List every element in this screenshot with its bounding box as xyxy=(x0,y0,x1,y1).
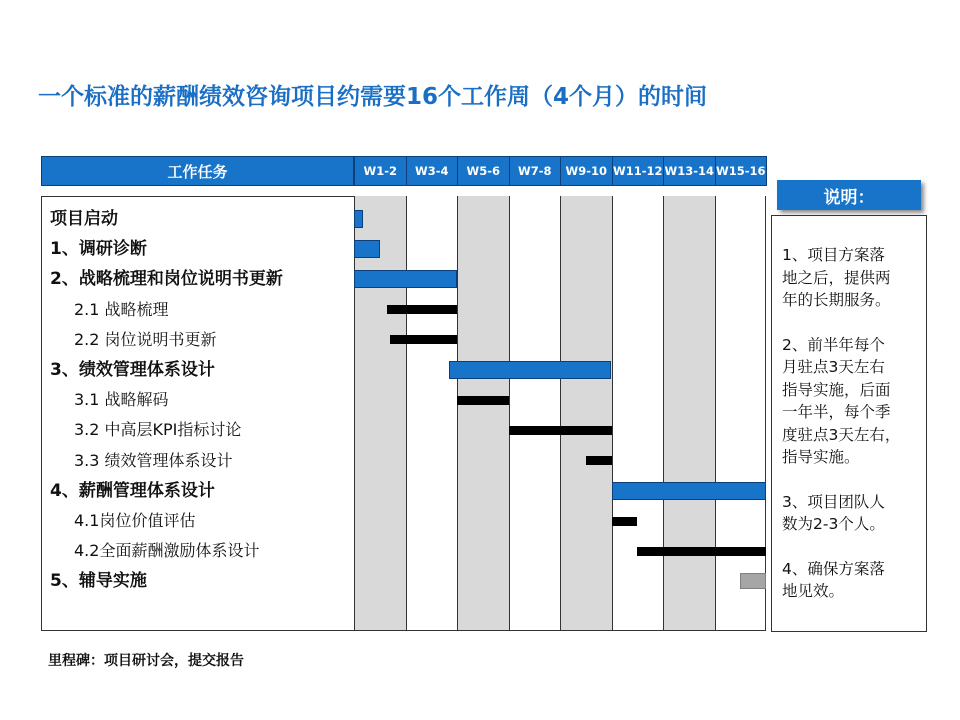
task-label-6: 3、绩效管理体系设计 xyxy=(50,360,215,380)
gantt-bar-6 xyxy=(449,361,611,379)
gantt-bar-9 xyxy=(586,456,612,465)
note-item-1: 1、项目方案落 地之后，提供两 年的长期服务。 xyxy=(782,246,891,309)
gantt-bar-2 xyxy=(354,240,380,258)
task-label-7: 3.1 战略解码 xyxy=(74,390,169,410)
week-header-6: W11-12 xyxy=(612,156,665,186)
week-column-2 xyxy=(406,196,458,631)
notes-panel xyxy=(771,215,927,632)
week-column-3 xyxy=(457,196,509,631)
note-item-3: 3、项目团队人 数为2-3个人。 xyxy=(782,492,885,533)
week-header-5: W9-10 xyxy=(560,156,613,186)
gantt-bar-3 xyxy=(354,270,457,288)
task-list-panel xyxy=(41,196,354,631)
task-label-10: 4、薪酬管理体系设计 xyxy=(50,480,215,501)
week-column-5 xyxy=(560,196,612,631)
milestone-footer: 里程碑：项目研讨会，提交报告 xyxy=(48,653,244,669)
week-header-2: W3-4 xyxy=(406,156,459,186)
task-label-3: 2、战略梳理和岗位说明书更新 xyxy=(50,269,283,290)
task-label-5: 2.2 岗位说明书更新 xyxy=(74,329,217,349)
week-column-4 xyxy=(509,196,561,631)
gantt-bar-13 xyxy=(740,573,766,589)
week-header-4: W7-8 xyxy=(509,156,562,186)
task-label-11: 4.1岗位价值评估 xyxy=(74,511,196,530)
task-label-2: 1、调研诊断 xyxy=(50,239,147,260)
gantt-bar-12 xyxy=(637,547,766,556)
gantt-bar-7 xyxy=(457,396,509,405)
task-label-4: 2.1 战略梳理 xyxy=(74,299,169,319)
week-header-8: W15-16 xyxy=(715,156,768,186)
week-column-7 xyxy=(663,196,715,631)
gantt-bar-11 xyxy=(612,517,638,526)
notes-header: 说明： xyxy=(777,180,921,210)
task-label-8: 3.2 中高层KPI指标讨论 xyxy=(74,420,242,440)
gantt-bar-8 xyxy=(509,426,612,435)
gantt-bar-1 xyxy=(354,210,363,228)
task-label-1: 项目启动 xyxy=(50,209,118,229)
week-column-8 xyxy=(715,196,767,631)
page-title: 一个标准的薪酬绩效咨询项目约需要16个工作周（4个月）的时间 xyxy=(38,84,708,110)
note-item-2: 2、前半年每个 月驻点3天左右 指导实施，后面 一年半，每个季 度驻点3天左右， 指导实施。 xyxy=(782,335,901,466)
gantt-bar-5 xyxy=(390,335,457,344)
gantt-bar-4 xyxy=(387,305,457,314)
grid-right-border xyxy=(765,196,766,631)
gantt-bar-10 xyxy=(612,482,767,500)
week-column-6 xyxy=(612,196,664,631)
grid-bottom-border xyxy=(41,630,766,631)
week-column-1 xyxy=(354,196,406,631)
task-label-9: 3.3 绩效管理体系设计 xyxy=(74,450,233,470)
note-item-4: 4、确保方案落 地见效。 xyxy=(782,559,885,600)
week-header-1: W1-2 xyxy=(354,156,407,186)
week-header-3: W5-6 xyxy=(457,156,510,186)
task-label-12: 4.2全面薪酬激励体系设计 xyxy=(74,541,260,561)
task-column-header: 工作任务 xyxy=(41,156,354,186)
task-label-13: 5、辅导实施 xyxy=(50,571,147,592)
week-header-7: W13-14 xyxy=(663,156,716,186)
